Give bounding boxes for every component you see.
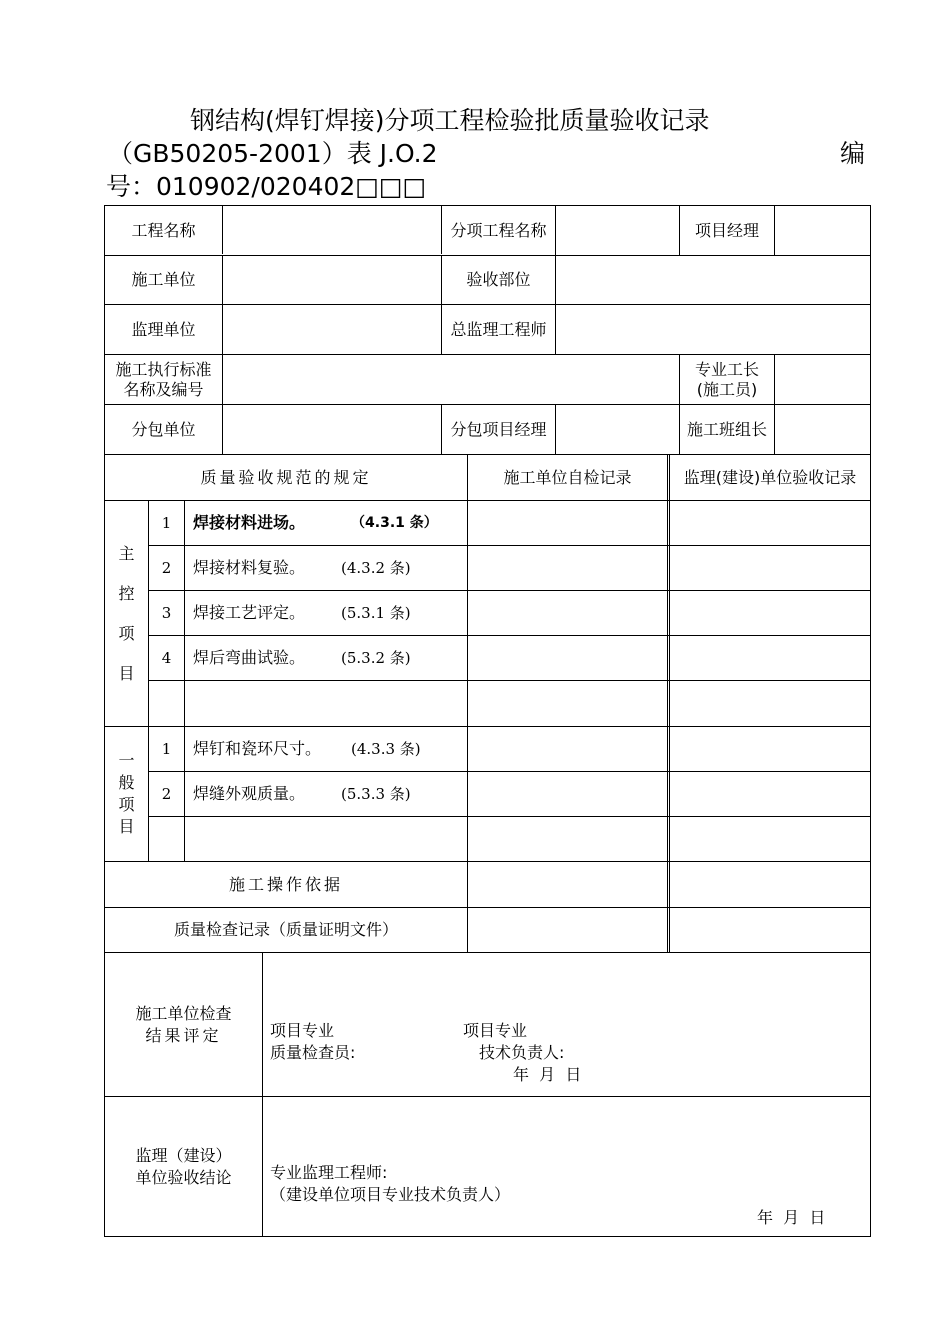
contractor-date: 年 月 日 bbox=[513, 1065, 582, 1084]
main-item-blank-self-check[interactable] bbox=[468, 681, 667, 726]
general-item-blank-self-check[interactable] bbox=[468, 817, 667, 861]
form-code: 号：010902/020402□□□ bbox=[106, 172, 427, 201]
general-item-1-self-check[interactable] bbox=[468, 727, 667, 771]
construction-unit-field[interactable] bbox=[223, 256, 441, 304]
main-item-2-self-check[interactable] bbox=[468, 546, 667, 590]
main-item-3-self-check[interactable] bbox=[468, 591, 667, 635]
quality-record-self-check[interactable] bbox=[468, 908, 667, 952]
main-item-2-supervision[interactable] bbox=[670, 546, 870, 590]
item-number: 1 bbox=[161, 740, 172, 758]
supervision-unit-label: 监理单位 bbox=[131, 319, 196, 339]
item-number: 3 bbox=[161, 604, 172, 622]
general-item-1 bbox=[185, 727, 467, 771]
main-item-3-text: 焊接工艺评定。 bbox=[193, 603, 306, 622]
form-title: 钢结构(焊钉焊接)分项工程检验批质量验收记录 bbox=[190, 106, 710, 135]
sub-pm-label: 分包项目经理 bbox=[450, 419, 547, 439]
general-item-1-ref: (4.3.3 条) bbox=[351, 740, 421, 758]
main-item-4-self-check[interactable] bbox=[468, 636, 667, 680]
main-item-blank-supervision[interactable] bbox=[670, 681, 870, 726]
execution-standard-field[interactable] bbox=[223, 355, 679, 404]
acceptance-part-label: 验收部位 bbox=[466, 270, 531, 289]
project-name-label: 工程名称 bbox=[131, 220, 196, 240]
main-item-1-self-check[interactable] bbox=[468, 501, 667, 545]
supervision-unit-field[interactable] bbox=[223, 305, 441, 354]
sub-pm-field[interactable] bbox=[556, 405, 679, 454]
main-control-char-2: 控 bbox=[118, 583, 135, 603]
general-item-2 bbox=[185, 772, 467, 816]
supervising-engineer: 专业监理工程师: bbox=[270, 1163, 388, 1182]
quality-record-supervision[interactable] bbox=[670, 908, 870, 952]
main-control-label bbox=[105, 501, 148, 726]
main-item-4-supervision[interactable] bbox=[670, 636, 870, 680]
main-item-3-supervision[interactable] bbox=[670, 591, 870, 635]
main-item-2-text: 焊接材料复验。 bbox=[193, 558, 306, 577]
execution-standard-label-line2: 名称及编号 bbox=[123, 379, 204, 399]
self-check-column-header: 施工单位自检记录 bbox=[503, 467, 632, 487]
general-items-label bbox=[105, 727, 148, 861]
main-item-3-ref: (5.3.1 条) bbox=[341, 604, 411, 622]
general-item-2-self-check[interactable] bbox=[468, 772, 667, 816]
supervision-date: 年 月 日 bbox=[757, 1208, 826, 1227]
general-item-2-supervision[interactable] bbox=[670, 772, 870, 816]
code-prefix: 编 bbox=[840, 139, 866, 168]
general-item-blank-supervision[interactable] bbox=[670, 817, 870, 861]
general-char-1: 一 bbox=[118, 751, 135, 770]
main-control-char-1: 主 bbox=[118, 543, 135, 563]
operation-basis-self-check[interactable] bbox=[468, 862, 667, 907]
chief-supervisor-label: 总监理工程师 bbox=[450, 319, 547, 339]
contractor-pro-line1: 项目专业 bbox=[270, 1021, 335, 1040]
item-number: 2 bbox=[161, 559, 172, 577]
main-item-4 bbox=[185, 636, 467, 680]
general-item-2-text: 焊缝外观质量。 bbox=[193, 784, 306, 803]
contractor-eval-label-line2: 结果评定 bbox=[145, 1025, 222, 1045]
supervision-column-header: 监理(建设)单位验收记录 bbox=[683, 467, 857, 487]
main-item-3 bbox=[185, 591, 467, 635]
supervision-conclusion-label-line2: 单位验收结论 bbox=[135, 1167, 232, 1187]
project-manager-field[interactable] bbox=[775, 206, 870, 255]
subitem-name-label: 分项工程名称 bbox=[450, 220, 547, 240]
foreman-label-line2: (施工员) bbox=[696, 379, 758, 399]
subcontractor-field[interactable] bbox=[223, 405, 441, 454]
item-number: 1 bbox=[161, 514, 172, 532]
operation-basis-label: 施工操作依据 bbox=[228, 874, 343, 894]
foreman-field[interactable] bbox=[775, 355, 870, 404]
main-control-char-4: 目 bbox=[118, 663, 135, 683]
general-char-3: 项 bbox=[118, 795, 135, 814]
main-control-char-3: 项 bbox=[118, 623, 135, 643]
main-item-1-ref: （4.3.1 条） bbox=[351, 515, 438, 531]
foreman-label-line1: 专业工长 bbox=[694, 359, 759, 379]
contractor-eval-label-line1: 施工单位检查 bbox=[135, 1003, 232, 1023]
foreman-label bbox=[680, 355, 774, 404]
project-manager-label: 项目经理 bbox=[694, 220, 759, 240]
contractor-tech-line2: 技术负责人: bbox=[479, 1043, 565, 1062]
main-item-4-ref: (5.3.2 条) bbox=[341, 649, 411, 667]
general-item-2-ref: (5.3.3 条) bbox=[341, 785, 411, 803]
general-char-4: 目 bbox=[118, 817, 135, 836]
item-number: 4 bbox=[161, 649, 172, 667]
spec-column-header: 质量验收规范的规定 bbox=[200, 467, 372, 487]
team-leader-label: 施工班组长 bbox=[686, 419, 767, 439]
team-leader-field[interactable] bbox=[775, 405, 870, 454]
quality-record-label: 质量检查记录（质量证明文件） bbox=[173, 920, 398, 939]
main-item-1-supervision[interactable] bbox=[670, 501, 870, 545]
execution-standard-label bbox=[105, 355, 222, 404]
operation-basis-supervision[interactable] bbox=[670, 862, 870, 907]
main-item-2 bbox=[185, 546, 467, 590]
main-item-1 bbox=[185, 501, 467, 545]
general-item-1-supervision[interactable] bbox=[670, 727, 870, 771]
main-item-2-ref: (4.3.2 条) bbox=[341, 559, 411, 577]
item-number: 2 bbox=[161, 785, 172, 803]
supervision-conclusion-label-line1: 监理（建设） bbox=[135, 1145, 232, 1165]
general-char-2: 般 bbox=[118, 773, 135, 792]
construction-unit-label: 施工单位 bbox=[131, 270, 196, 289]
contractor-pro-line2: 质量检查员: bbox=[270, 1043, 356, 1062]
project-name-field[interactable] bbox=[223, 206, 441, 255]
main-item-4-text: 焊后弯曲试验。 bbox=[193, 648, 306, 667]
contractor-tech-line1: 项目专业 bbox=[463, 1021, 528, 1040]
supervision-conclusion-label bbox=[105, 1097, 262, 1236]
owner-tech-lead: （建设单位项目专业技术负责人） bbox=[270, 1185, 511, 1204]
contractor-eval-label bbox=[105, 953, 262, 1096]
acceptance-part-field[interactable] bbox=[556, 256, 870, 304]
execution-standard-label-line1: 施工执行标准 bbox=[115, 359, 212, 379]
subitem-name-field[interactable] bbox=[556, 206, 679, 255]
chief-supervisor-field[interactable] bbox=[556, 305, 870, 354]
standard-reference: （GB50205-2001）表 J.O.2 bbox=[108, 139, 438, 168]
subcontractor-label: 分包单位 bbox=[131, 419, 196, 439]
main-item-1-text: 焊接材料进场。 bbox=[193, 513, 306, 532]
general-item-1-text: 焊钉和瓷环尺寸。 bbox=[193, 739, 322, 758]
